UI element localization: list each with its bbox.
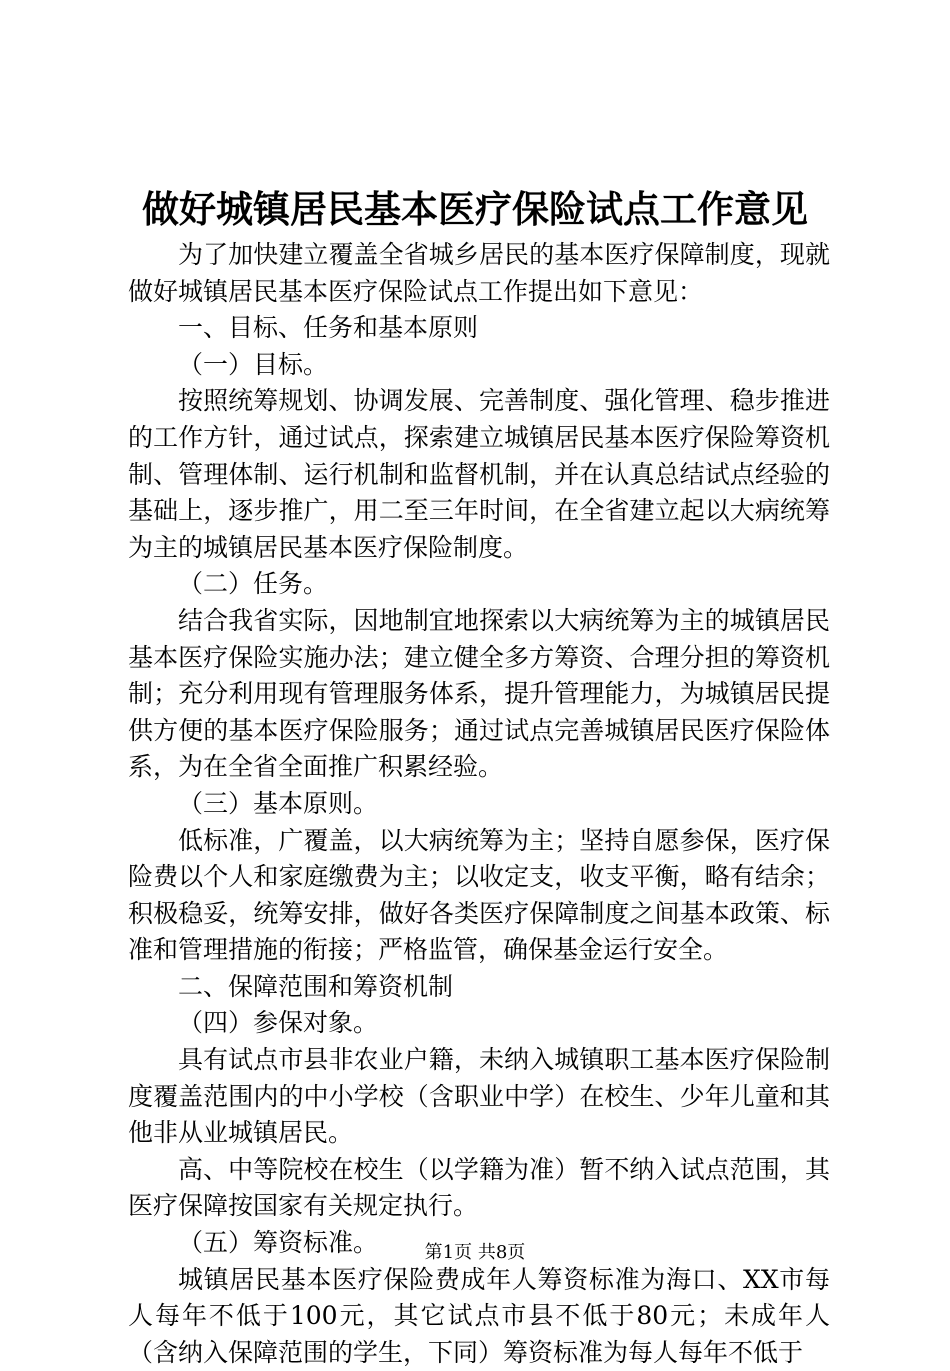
paragraph-insured: 具有试点市县非农业户籍，未纳入城镇职工基本医疗保险制度覆盖范围内的中小学校（含职业中学）在校生、少年儿童和其他非从业城镇居民。	[128, 1045, 830, 1148]
subsection-heading-5: （五）筹资标准。	[178, 1228, 379, 1258]
subsection-heading-3: （三）基本原则。	[178, 788, 379, 818]
paragraph-principles: 低标准，广覆盖，以大病统筹为主；坚持自愿参保，医疗保险费以个人和家庭缴费为主；以收定支，收支平衡，略有结余；积极稳妥，统筹安排，做好各类医疗保障制度之间基本政策、标准和管理措施的衔接；严格监管，确保基金运行安全。	[128, 825, 830, 965]
document-body	[128, 237, 830, 1371]
subsection-heading-4: （四）参保对象。	[178, 1008, 379, 1038]
paragraph-students: 高、中等院校在校生（以学籍为准）暂不纳入试点范围，其医疗保障按国家有关规定执行。	[128, 1154, 830, 1221]
paragraph-goal: 按照统筹规划、协调发展、完善制度、强化管理、稳步推进的工作方针，通过试点，探索建立城镇居民基本医疗保险筹资机制、管理体制、运行机制和监督机制，并在认真总结试点经验的基础上，逐步推广，用二至三年时间，在全省建立起以大病统筹为主的城镇居民基本医疗保险制度。	[128, 386, 830, 562]
paragraph-intro: 为了加快建立覆盖全省城乡居民的基本医疗保障制度，现就做好城镇居民基本医疗保险试点工作提出如下意见：	[128, 240, 830, 306]
subsection-heading-1: （一）目标。	[178, 349, 329, 379]
document-title: 做好城镇居民基本医疗保险试点工作意见	[142, 187, 808, 231]
paragraph-funding: 城镇居民基本医疗保险费成年人筹资标准为海口、XX市每人每年不低于100元，其它试点市县不低于80元；未成年人（含纳入保障范围的学生，下同）筹资标准为每人每年不低于	[128, 1264, 830, 1367]
section-heading-2: 二、保障范围和筹资机制	[178, 971, 454, 1001]
page-footer: 第1页 共8页	[424, 1242, 526, 1263]
section-heading-1: 一、目标、任务和基本原则	[178, 313, 479, 343]
subsection-heading-2: （二）任务。	[178, 569, 329, 599]
paragraph-task: 结合我省实际，因地制宜地探索以大病统筹为主的城镇居民基本医疗保险实施办法；建立健全多方筹资、合理分担的筹资机制；充分利用现有管理服务体系，提升管理能力，为城镇居民提供方便的基本医疗保险服务；通过试点完善城镇居民医疗保险体系，为在全省全面推广积累经验。	[128, 605, 830, 782]
